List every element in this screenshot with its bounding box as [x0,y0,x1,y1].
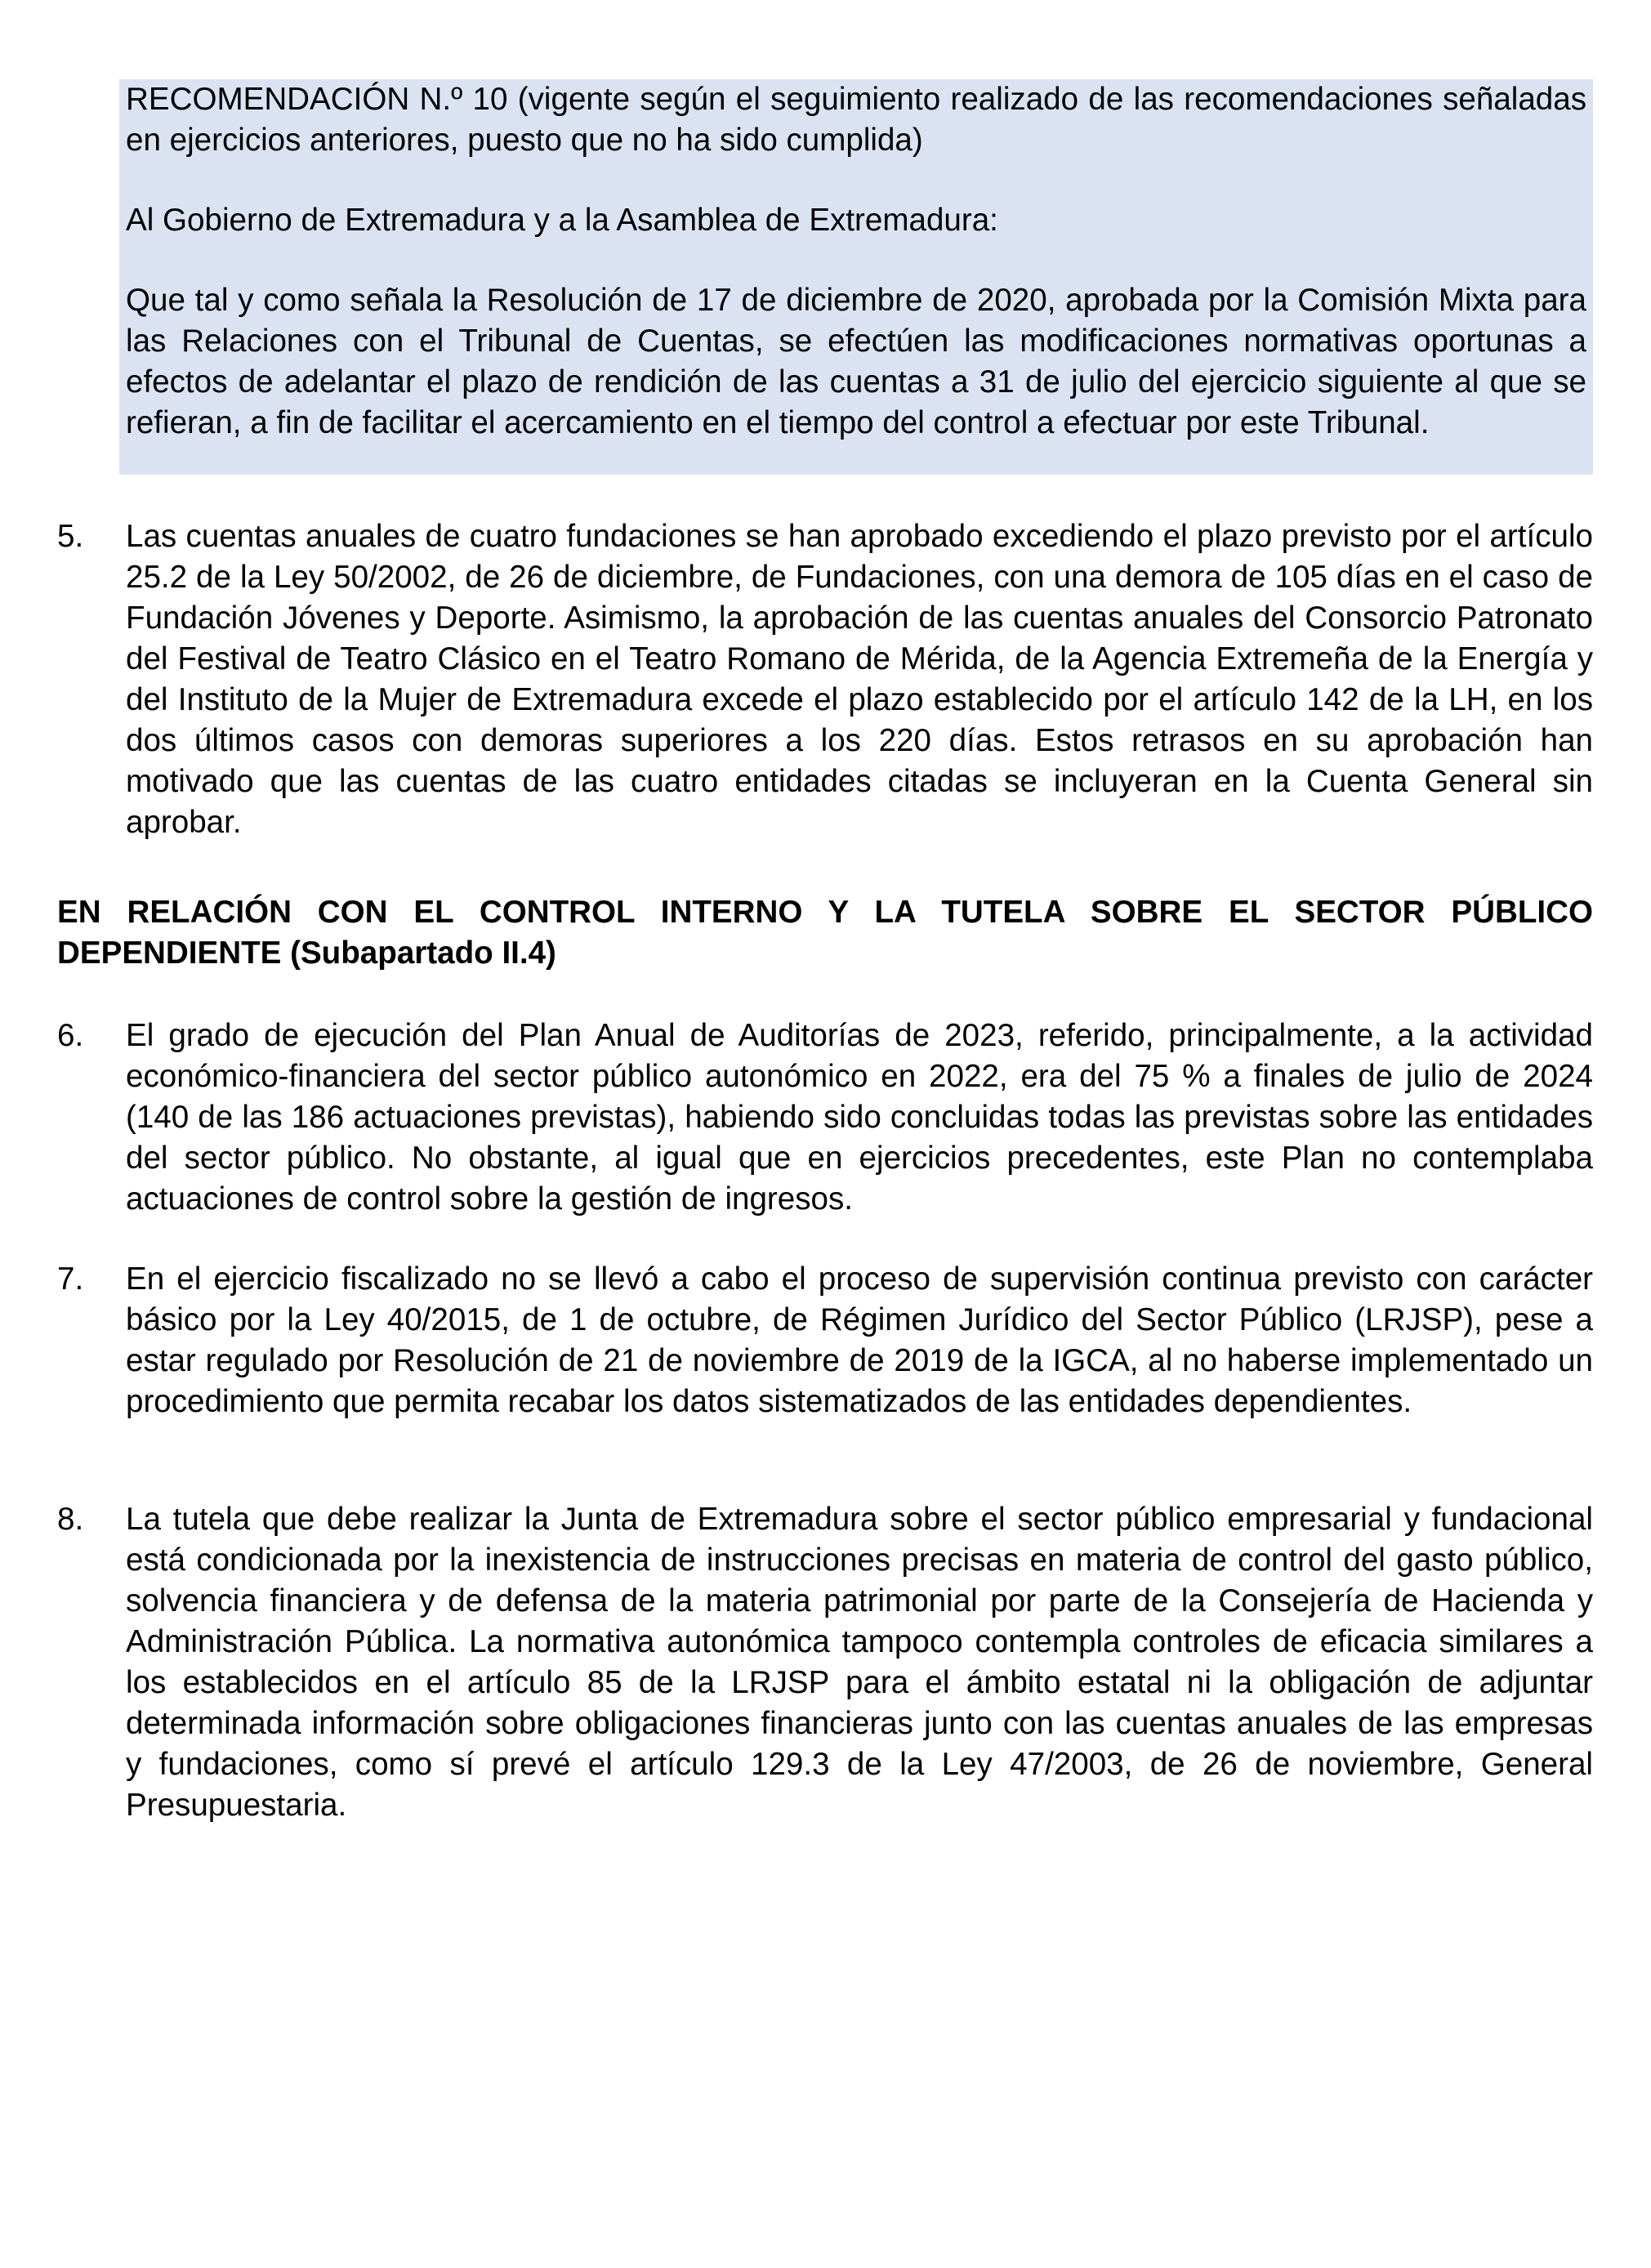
list-item-number: 8. [57,1502,84,1537]
recommendation-body: Que tal y como señala la Resolución de 17 de diciembre de 2020, aprobada por la Comisión Mixta para las Relaciones con el Tribunal de Cuentas, se efectúen las modificaciones normativas oportunas a efectos de adelantar el plazo de rendición de las cuentas a 31 de julio del ejercicio siguiente al que se refieran, a fin de facilitar el acercamiento en el tiempo del control a efectuar por este Tribunal. [126,283,1586,440]
recommendation-box [119,79,1593,475]
list-item-number: 5. [57,519,84,554]
section-heading: EN RELACIÓN CON EL CONTROL INTERNO Y LA TUTELA SOBRE EL SECTOR PÚBLICO DEPENDIENTE (Subapartado II.4) [57,895,1593,971]
list-item-5 [57,516,1593,843]
recommendation-title: RECOMENDACIÓN N.º 10 (vigente según el seguimiento realizado de las recomendaciones señaladas en ejercicios anteriores, puesto que no ha sido cumplida) [126,82,1586,158]
list-item-number: 7. [57,1261,84,1297]
recommendation-addressee: Al Gobierno de Extremadura y a la Asamblea de Extremadura: [126,203,998,238]
list-item-6 [57,1016,1593,1220]
list-item-text: El grado de ejecución del Plan Anual de Auditorías de 2023, referido, principalmente, a la actividad económico-financiera del sector público autonómico en 2022, era del 75 % a finales de julio de 2024 (140 de las 186 actuaciones previstas), habiendo sido concluidas todas las previstas sobre las entidades del sector público. No obstante, al igual que en ejercicios precedentes, este Plan no contemplaba actuaciones de control sobre la gestión de ingresos. [126,1018,1593,1217]
list-item-text: Las cuentas anuales de cuatro fundaciones se han aprobado excediendo el plazo previsto por el artículo 25.2 de la Ley 50/2002, de 26 de diciembre, de Fundaciones, con una demora de 105 días en el caso de Fundación Jóvenes y Deporte. Asimismo, la aprobación de las cuentas anuales del Consorcio Patronato del Festival de Teatro Clásico en el Teatro Romano de Mérida, de la Agencia Extremeña de la Energía y del Instituto de la Mujer de Extremadura excede el plazo establecido por el artículo 142 de la LH, en los dos últimos casos con demoras superiores a los 220 días. Estos retrasos en su aprobación han motivado que las cuentas de las cuatro entidades citadas se incluyeran en la Cuenta General sin aprobar. [126,519,1593,840]
list-item-8 [57,1499,1593,1826]
list-item-text: En el ejercicio fiscalizado no se llevó a cabo el proceso de supervisión continua previsto con carácter básico por la Ley 40/2015, de 1 de octubre, de Régimen Jurídico del Sector Público (LRJSP), pese a estar regulado por Resolución de 21 de noviembre de 2019 de la IGCA, al no haberse implementado un procedimiento que permita recabar los datos sistematizados de las entidades dependientes. [126,1261,1593,1419]
list-item-text: La tutela que debe realizar la Junta de Extremadura sobre el sector público empresarial y fundacional está condicionada por la inexistencia de instrucciones precisas en materia de control del gasto público, solvencia financiera y de defensa de la materia patrimonial por parte de la Consejería de Hacienda y Administración Pública. La normativa autonómica tampoco contempla controles de eficacia similares a los establecidos en el artículo 85 de la LRJSP para el ámbito estatal ni la obligación de adjuntar determinada información sobre obligaciones financieras junto con las cuentas anuales de las empresas y fundaciones, como sí prevé el artículo 129.3 de la Ley 47/2003, de 26 de noviembre, General Presupuestaria. [126,1502,1593,1823]
list-item-number: 6. [57,1018,84,1053]
list-item-7 [57,1259,1593,1422]
